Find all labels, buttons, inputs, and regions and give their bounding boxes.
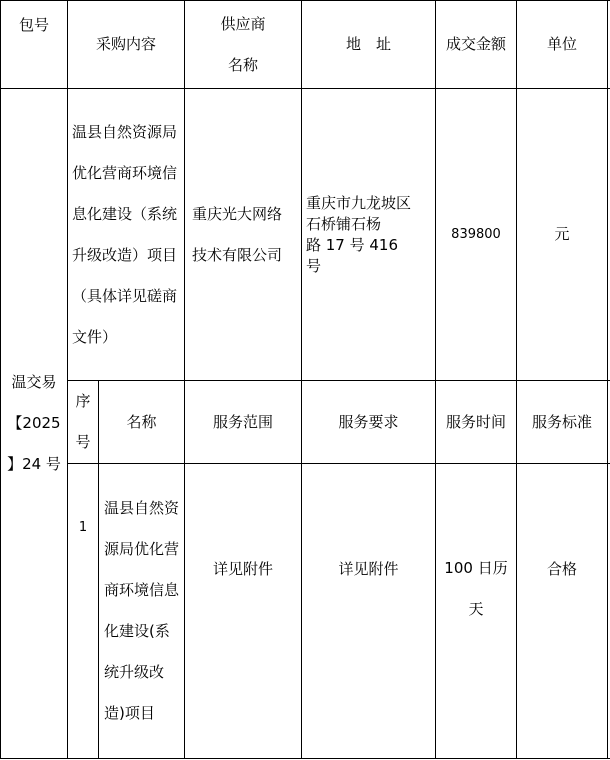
package-unit: 元 [554, 225, 570, 243]
address-line3: 路 17 号 416 [306, 235, 399, 254]
address-line2: 石桥铺石杨 [306, 214, 382, 233]
package-id-line2: 【2025 [7, 414, 61, 432]
header-amount: 成交金额 [445, 35, 506, 53]
item-time [436, 464, 516, 714]
package-id [1, 89, 67, 758]
header-supplier-name [185, 1, 301, 88]
header-package-no: 包号 [18, 16, 49, 34]
header-unit: 单位 [546, 35, 577, 53]
sub-header-scope: 服务范围 [212, 412, 273, 431]
item-requirement: 详见附件 [338, 559, 399, 578]
address-line4: 号 [306, 256, 322, 275]
sub-header-seq [68, 381, 98, 463]
item-scope: 详见附件 [212, 559, 273, 578]
package-content: 温县自然资源局优化营商环境信息化建设（系统升级改造）项目（具体详见磋商文件） [72, 122, 178, 346]
sub-header-standard: 服务标准 [531, 412, 592, 431]
package-supplier: 重庆光大网络技术有限公司 [192, 204, 283, 264]
item-standard: 合格 [546, 559, 577, 578]
header-address: 地 址 [345, 35, 391, 53]
sub-header-time: 服务时间 [445, 412, 506, 431]
sub-header-seq-line2: 号 [75, 433, 91, 451]
package-amount: 839800 [451, 227, 501, 242]
header-supplier-line1: 供应商 [220, 14, 266, 33]
item-name: 温县自然资源局优化营商环境信息化建设(系统升级改造)项目 [104, 499, 180, 722]
item-time-line2: 天 [468, 600, 484, 618]
sub-header-requirement: 服务要求 [338, 412, 399, 431]
package-id-line1: 温交易 [11, 373, 57, 391]
item-seq: 1 [78, 519, 88, 535]
header-purchase-content: 采购内容 [95, 35, 156, 53]
address-line1: 重庆市九龙坡区 [306, 193, 412, 212]
sub-header-name: 名称 [126, 412, 157, 431]
item-time-line1: 100 日历 [444, 559, 508, 577]
header-supplier-line2: 名称 [227, 55, 258, 74]
package-id-line3: 】24 号 [7, 455, 61, 473]
sub-header-seq-line1: 序 [75, 392, 91, 410]
package-address [306, 89, 432, 380]
